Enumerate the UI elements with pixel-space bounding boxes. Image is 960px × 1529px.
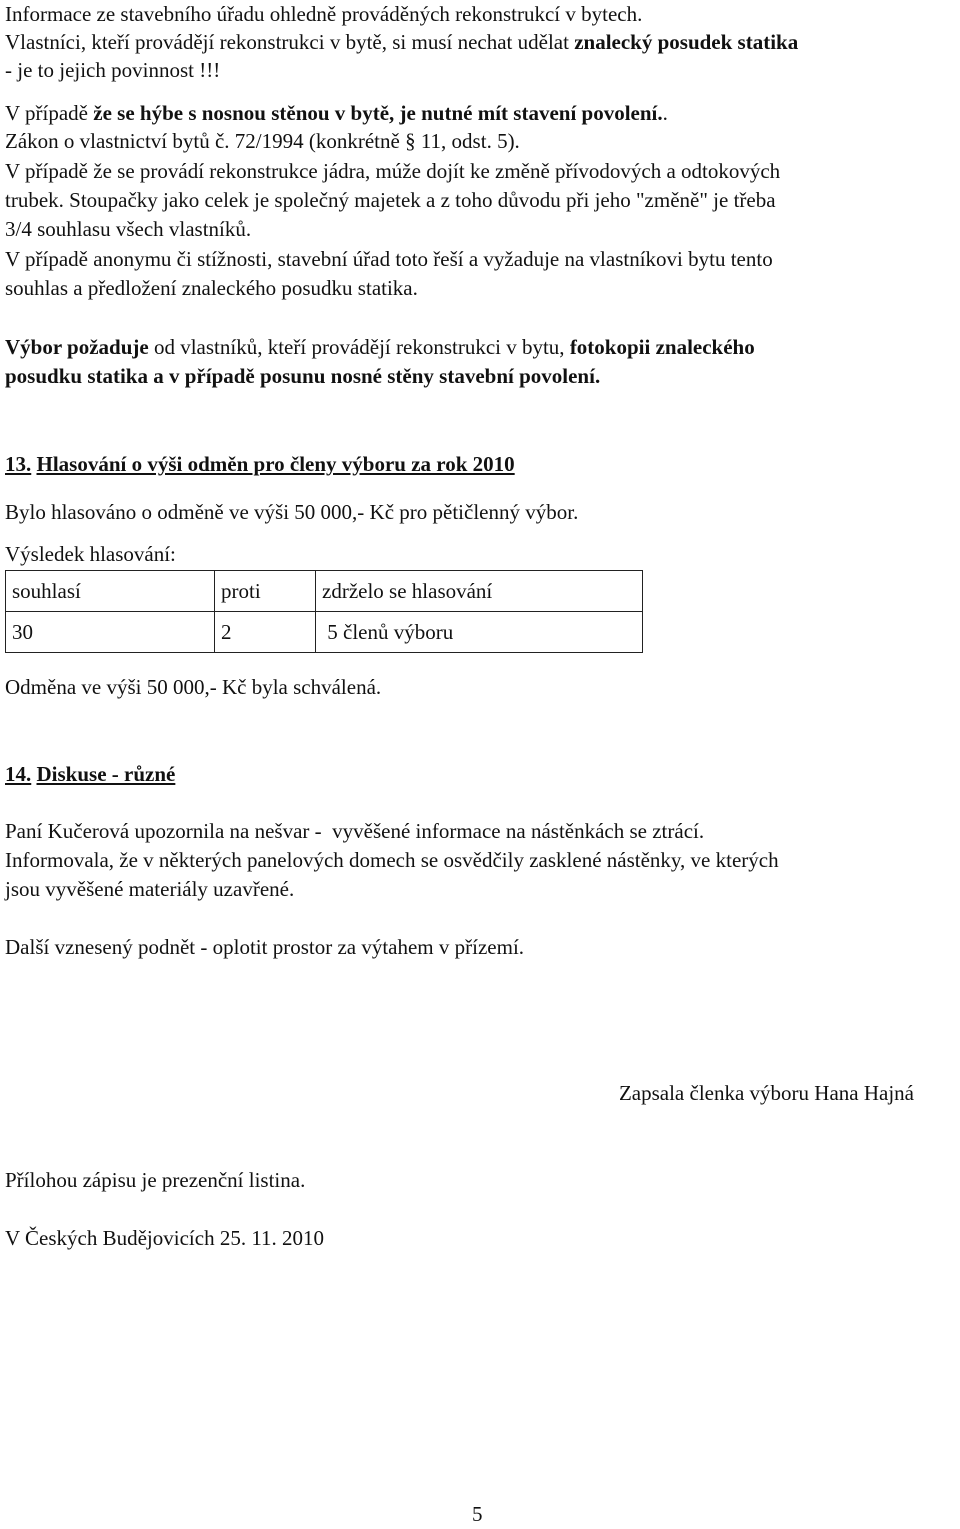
intro-line-8: 3/4 souhlasu všech vlastníků. [5,217,252,241]
intro-line-2-text: Vlastníci, kteří provádějí rekonstrukci v bytě, si musí nechat udělat [5,30,575,54]
vote-table-header-row [6,571,643,612]
committee-line-2: posudku statika a v případě posunu nosné stěny stavební povolení. [5,364,601,388]
section-14-line-3: jsou vyvěšené materiály uzavřené. [5,877,295,901]
section-13-conclusion: Odměna ve výši 50 000,- Kč byla schválená. [5,675,382,699]
intro-line-2-bold: znalecký posudek statika [574,30,799,54]
vote-value-abstain: 5 členů výboru [316,612,643,653]
intro-line-4-text: V případě [5,101,94,125]
section-14-title: Diskuse - různé [36,762,176,786]
section-13-title: Hlasování o výši odměn pro členy výboru za rok 2010 [36,452,515,476]
intro-line-2 [5,28,798,57]
section-13-text: Bylo hlasováno o odměně ve výši 50 000,- Kč pro pětičlenný výbor. [5,500,579,524]
vote-header-for: souhlasí [6,571,215,612]
vote-result-label: Výsledek hlasování: [5,542,176,566]
section-13-heading [5,450,515,479]
attachment-note: Přílohou zápisu je prezenční listina. [5,1168,306,1192]
intro-line-9: V případě anonymu či stížnosti, stavební úřad toto řeší a vyžaduje na vlastníkovi bytu tento [5,247,773,271]
section-14-line-4: Další vznesený podnět - oplotit prostor za výtahem v přízemí. [5,935,525,959]
section-14-line-2: Informovala, že v některých panelových domech se osvědčily zasklené nástěnky, ve kterých [5,848,779,872]
signature: Zapsala členka výboru Hana Hajná [618,1081,914,1105]
committee-text: od vlastníků, kteří provádějí rekonstrukci v bytu, [148,335,570,359]
vote-table-value-row [6,612,643,653]
page-number: 5 [472,1502,483,1526]
intro-line-10: souhlas a předložení znaleckého posudku statika. [5,276,418,300]
intro-line-4-end: . [662,101,668,125]
vote-value-for: 30 [6,612,215,653]
place-date: V Českých Budějovicích 25. 11. 2010 [5,1226,325,1250]
intro-line-1: Informace ze stavebního úřadu ohledně prováděných rekonstrukcí v bytech. [5,2,643,26]
section-14-line-1: Paní Kučerová upozornila na nešvar - vyvěšené informace na nástěnkách se ztrácí. [5,819,705,843]
vote-header-abstain: zdrželo se hlasování [316,571,643,612]
committee-bold-2: fotokopii znaleckého [569,335,755,359]
vote-value-against: 2 [215,612,316,653]
intro-line-7: trubek. Stoupačky jako celek je společný majetek a z toho důvodu při jeho "změně" je třeba [5,188,776,212]
section-14-number: 14. [5,762,32,786]
vote-header-against: proti [215,571,316,612]
section-14-heading [5,760,175,789]
committee-line-1 [5,333,755,362]
intro-line-4 [5,99,668,128]
intro-line-6: V případě že se provádí rekonstrukce jádra, múže dojít ke změně přívodových a odtokových [5,159,781,183]
committee-bold-1: Výbor požaduje [5,335,149,359]
section-13-number: 13. [5,452,32,476]
vote-table [5,570,643,653]
intro-line-3: - je to jejich povinnost !!! [5,58,221,82]
intro-line-4-bold: že se hýbe s nosnou stěnou v bytě, je nutné mít stavení povolení. [93,101,663,125]
intro-line-5: Zákon o vlastnictví bytů č. 72/1994 (konkrétně § 11, odst. 5). [5,129,520,153]
